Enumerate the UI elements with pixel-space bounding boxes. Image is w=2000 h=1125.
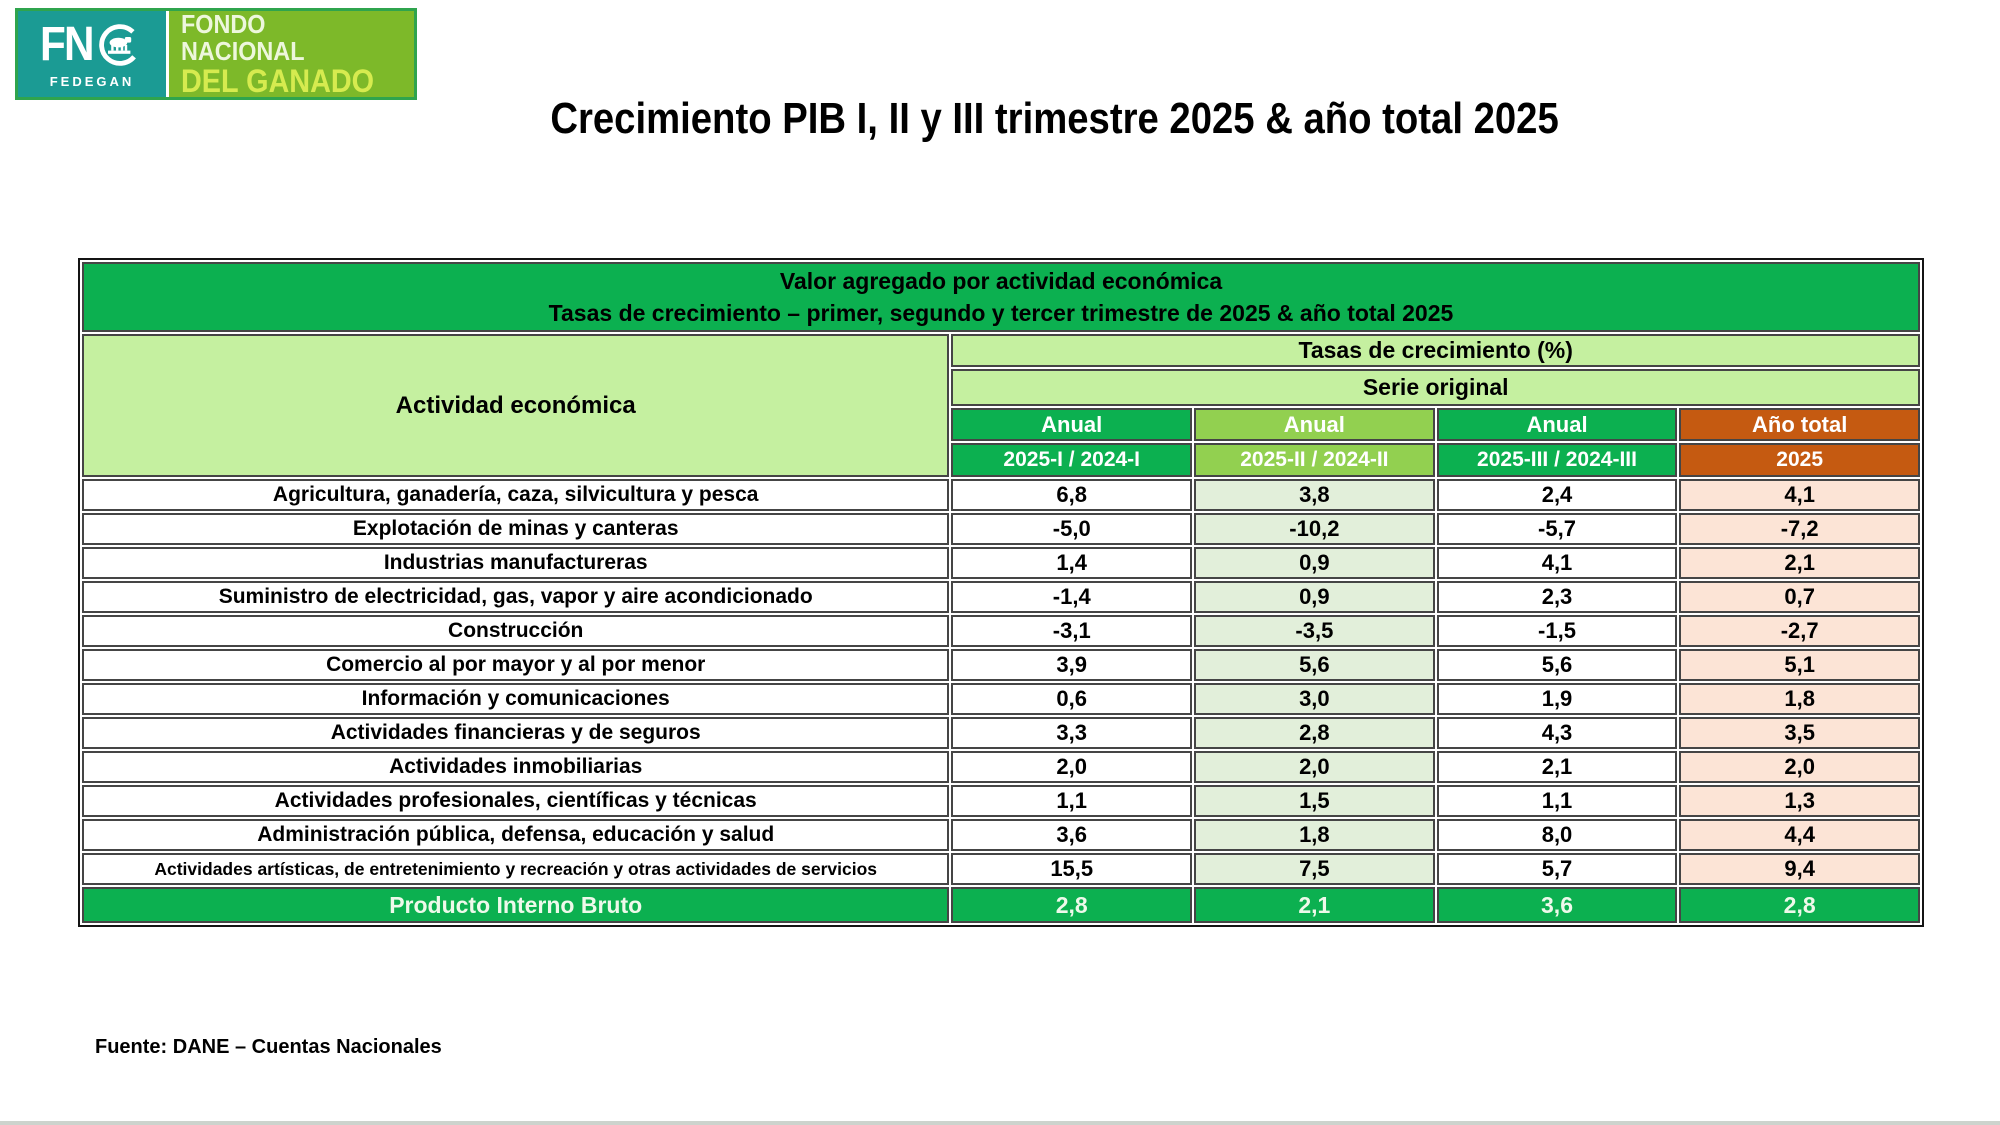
activity-row bbox=[82, 649, 1920, 681]
activity-label: Explotación de minas y canteras bbox=[82, 513, 949, 545]
value-cell: -10,2 bbox=[1194, 513, 1435, 545]
activity-label: Información y comunicaciones bbox=[82, 683, 949, 715]
value-cell: 2,4 bbox=[1437, 479, 1678, 511]
value-cell: 1,8 bbox=[1679, 683, 1920, 715]
col-subheader-q1: 2025-I / 2024-I bbox=[951, 443, 1192, 477]
page-title: Crecimiento PIB I, II y III trimestre 2025 & año total 2025 bbox=[550, 94, 1560, 143]
value-cell: 0,9 bbox=[1194, 547, 1435, 579]
total-value-cell: 2,8 bbox=[1679, 887, 1920, 923]
table-body bbox=[82, 262, 1920, 923]
source-note: Fuente: DANE – Cuentas Nacionales bbox=[95, 1036, 442, 1058]
value-cell: 4,1 bbox=[1679, 479, 1920, 511]
value-cell: 1,5 bbox=[1194, 785, 1435, 817]
value-cell: 1,1 bbox=[951, 785, 1192, 817]
total-row bbox=[82, 887, 1920, 923]
value-cell: 3,6 bbox=[951, 819, 1192, 851]
total-value-cell: 2,8 bbox=[951, 887, 1192, 923]
activity-label: Construcción bbox=[82, 615, 949, 647]
col-subheader-q2: 2025-II / 2024-II bbox=[1194, 443, 1435, 477]
value-cell: 5,6 bbox=[1194, 649, 1435, 681]
activity-label: Actividades financieras y de seguros bbox=[82, 717, 949, 749]
fng-logo bbox=[15, 8, 417, 100]
value-cell: 1,4 bbox=[951, 547, 1192, 579]
value-cell: 2,0 bbox=[1679, 751, 1920, 783]
activity-row bbox=[82, 683, 1920, 715]
value-cell: 3,8 bbox=[1194, 479, 1435, 511]
value-cell: -1,5 bbox=[1437, 615, 1678, 647]
slide-bottom-edge bbox=[0, 1121, 2000, 1125]
table-banner bbox=[82, 262, 1920, 332]
value-cell: 1,8 bbox=[1194, 819, 1435, 851]
value-cell: 1,3 bbox=[1679, 785, 1920, 817]
value-cell: 2,1 bbox=[1679, 547, 1920, 579]
value-cell: 2,0 bbox=[1194, 751, 1435, 783]
activity-row bbox=[82, 581, 1920, 613]
value-cell: 3,5 bbox=[1679, 717, 1920, 749]
activity-row bbox=[82, 479, 1920, 511]
value-cell: -7,2 bbox=[1679, 513, 1920, 545]
activity-row bbox=[82, 819, 1920, 851]
logo-name-line1: FONDO NACIONAL bbox=[181, 8, 305, 66]
pib-growth-table bbox=[78, 258, 1924, 927]
value-cell: 2,1 bbox=[1437, 751, 1678, 783]
activity-row bbox=[82, 717, 1920, 749]
value-cell: -5,7 bbox=[1437, 513, 1678, 545]
activity-label: Industrias manufactureras bbox=[82, 547, 949, 579]
value-cell: -2,7 bbox=[1679, 615, 1920, 647]
value-cell: 15,5 bbox=[951, 853, 1192, 885]
col-header-anual-q2: Anual bbox=[1194, 408, 1435, 441]
activity-row bbox=[82, 785, 1920, 817]
activity-row bbox=[82, 615, 1920, 647]
fng-logo-right-panel bbox=[169, 8, 414, 100]
value-cell: 3,0 bbox=[1194, 683, 1435, 715]
series-header: Serie original bbox=[951, 369, 1920, 406]
value-cell: 6,8 bbox=[951, 479, 1192, 511]
fng-logo-left-panel bbox=[18, 11, 166, 97]
activity-label: Actividades artísticas, de entretenimiento y recreación y otras actividades de servicios bbox=[82, 853, 949, 885]
activity-label: Administración pública, defensa, educación y salud bbox=[82, 819, 949, 851]
activity-label: Suministro de electricidad, gas, vapor y aire acondicionado bbox=[82, 581, 949, 613]
total-value-cell: 2,1 bbox=[1194, 887, 1435, 923]
banner-row bbox=[82, 262, 1920, 332]
banner-line2: Tasas de crecimiento – primer, segundo y tercer trimestre de 2025 & año total 2025 bbox=[548, 300, 1454, 327]
activity-label: Actividades profesionales, científicas y técnicas bbox=[82, 785, 949, 817]
activity-row bbox=[82, 513, 1920, 545]
activity-label: Comercio al por mayor y al por menor bbox=[82, 649, 949, 681]
activity-label: Agricultura, ganadería, caza, silvicultura y pesca bbox=[82, 479, 949, 511]
value-cell: 0,9 bbox=[1194, 581, 1435, 613]
total-row-label: Producto Interno Bruto bbox=[82, 887, 949, 923]
value-cell: 7,5 bbox=[1194, 853, 1435, 885]
value-cell: 0,7 bbox=[1679, 581, 1920, 613]
value-cell: 2,8 bbox=[1194, 717, 1435, 749]
activity-row bbox=[82, 853, 1920, 885]
activity-row bbox=[82, 751, 1920, 783]
rates-header-row bbox=[82, 334, 1920, 367]
value-cell: -5,0 bbox=[951, 513, 1192, 545]
logo-name-line2: DEL GANADO bbox=[181, 63, 375, 100]
value-cell: 8,0 bbox=[1437, 819, 1678, 851]
value-cell: 5,6 bbox=[1437, 649, 1678, 681]
activity-row bbox=[82, 547, 1920, 579]
value-cell: 9,4 bbox=[1679, 853, 1920, 885]
value-cell: 0,6 bbox=[951, 683, 1192, 715]
col-header-anual-q3: Anual bbox=[1437, 408, 1678, 441]
col-subheader-q3: 2025-III / 2024-III bbox=[1437, 443, 1678, 477]
value-cell: 5,1 bbox=[1679, 649, 1920, 681]
value-cell: 4,1 bbox=[1437, 547, 1678, 579]
value-cell: -3,1 bbox=[951, 615, 1192, 647]
total-value-cell: 3,6 bbox=[1437, 887, 1678, 923]
col-header-anual-q1: Anual bbox=[951, 408, 1192, 441]
value-cell: 5,7 bbox=[1437, 853, 1678, 885]
value-cell: -1,4 bbox=[951, 581, 1192, 613]
activity-label: Actividades inmobiliarias bbox=[82, 751, 949, 783]
rates-header: Tasas de crecimiento (%) bbox=[951, 334, 1920, 367]
value-cell: 3,3 bbox=[951, 717, 1192, 749]
fng-acronym-row bbox=[40, 19, 144, 71]
value-cell: 1,1 bbox=[1437, 785, 1678, 817]
col-header-year-total: Año total bbox=[1679, 408, 1920, 441]
cow-in-g-icon bbox=[96, 21, 144, 69]
value-cell: 2,3 bbox=[1437, 581, 1678, 613]
value-cell: 3,9 bbox=[951, 649, 1192, 681]
logo-fng-text: FN bbox=[40, 18, 93, 71]
value-cell: 4,3 bbox=[1437, 717, 1678, 749]
value-cell: 1,9 bbox=[1437, 683, 1678, 715]
logo-fedegan-text: FEDEGAN bbox=[49, 74, 135, 89]
value-cell: 2,0 bbox=[951, 751, 1192, 783]
value-cell: 4,4 bbox=[1679, 819, 1920, 851]
col-subheader-year: 2025 bbox=[1679, 443, 1920, 477]
activity-column-header: Actividad económica bbox=[82, 334, 949, 477]
banner-line1: Valor agregado por actividad económica bbox=[779, 268, 1223, 294]
value-cell: -3,5 bbox=[1194, 615, 1435, 647]
